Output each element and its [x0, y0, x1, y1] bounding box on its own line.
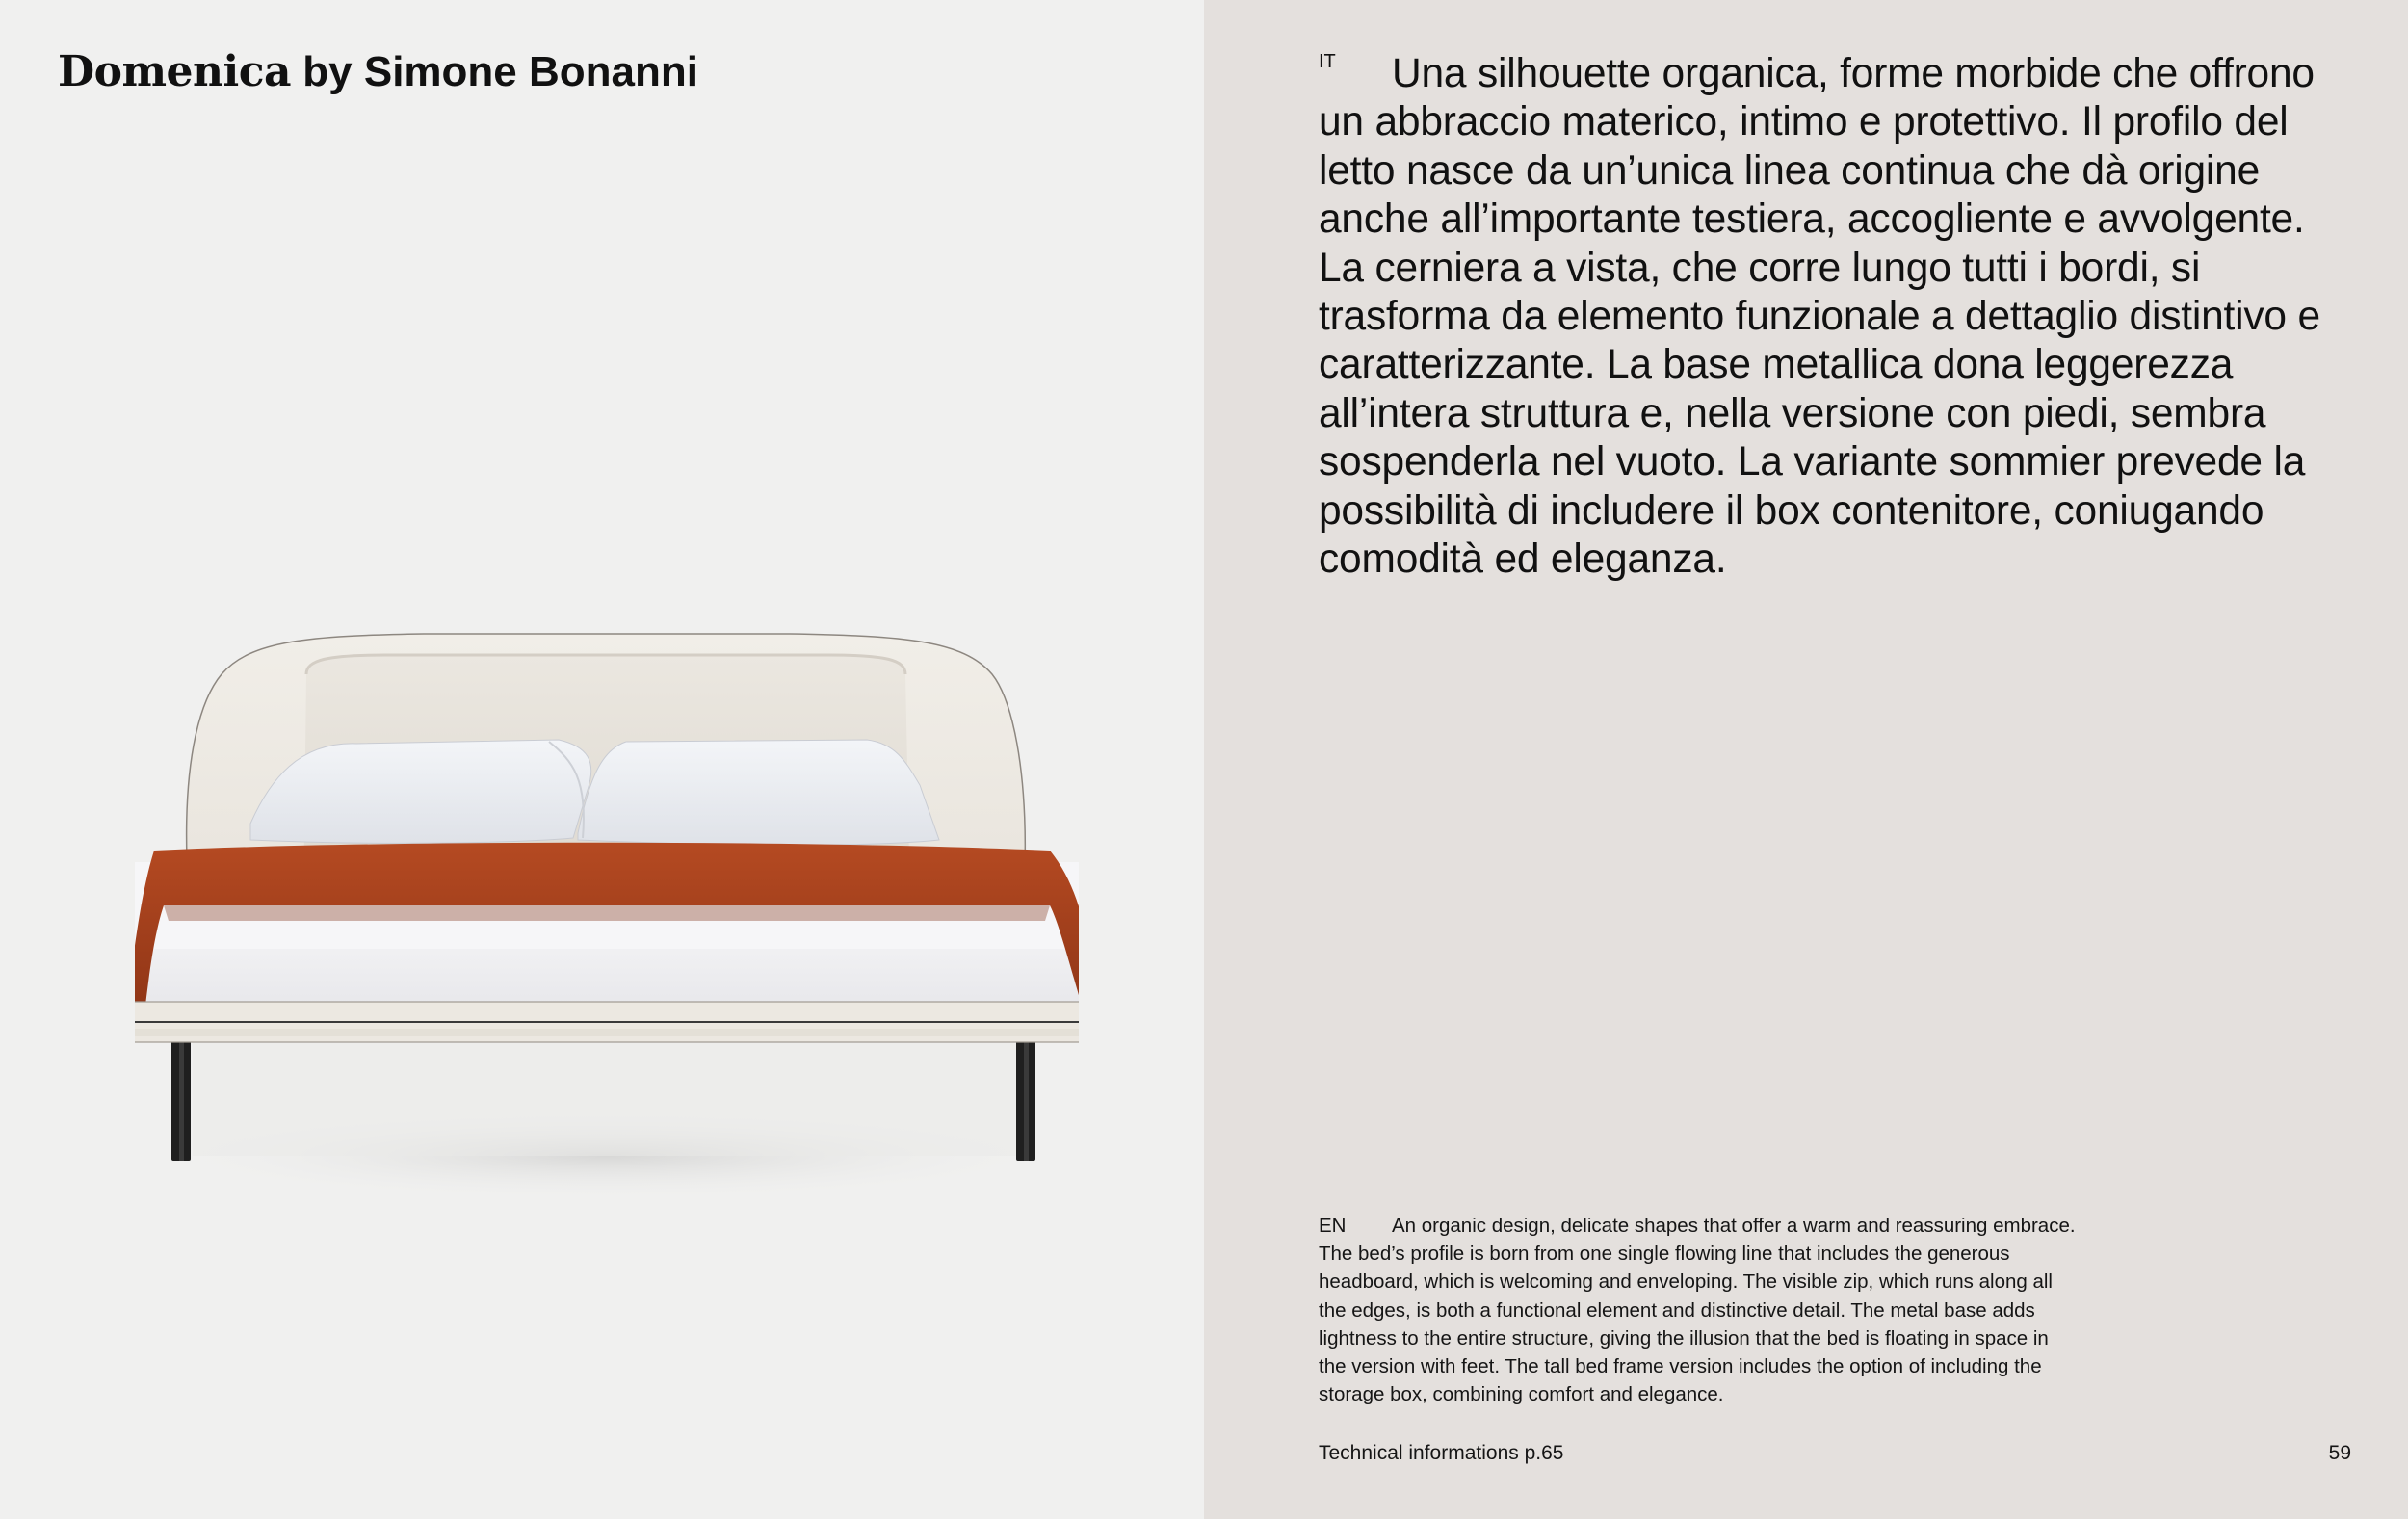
language-tag-it: IT [1319, 51, 1336, 72]
italian-description [1319, 50, 2359, 584]
technical-info-reference: Technical informations p.65 [1319, 1442, 1564, 1464]
italian-paragraph: Una silhouette organica, forme morbide che offrono un abbraccio materico, intimo e protettivo. Il profilo del letto nasce da un’unica linea continua che dà origine anche all’importante testiera, accogliente e avvolgente. La cerniera a vista, che corre lungo tutti i bordi, si trasforma da elemento funzionale a dettaglio distintivo e caratterizzante. La base metallica dona leggerezza all’intera struttura e, nella versione con piedi, sembra sospenderla nel vuoto. La variante sommier prevede la possibilità di includere il box contenitore, coniugando comodità ed eleganza. [1319, 51, 2320, 583]
english-description [1319, 1212, 2080, 1408]
product-name: Domenica [58, 47, 292, 96]
bed-photo [135, 616, 1079, 1214]
right-page [1204, 0, 2408, 1519]
designer-credit: by Simone Bonanni [291, 48, 698, 95]
product-title [58, 48, 698, 97]
english-paragraph: An organic design, delicate shapes that offer a warm and reassuring embrace. The bed’s profile is born from one single flowing line that includes the generous headboard, which is welcoming and enveloping. The visible zip, which runs along all the edges, is both a functional element and distinctive detail. The metal base adds lightness to the entire structure, giving the illusion that the bed is floating in space in the version with feet. The tall bed frame version includes the option of including the storage box, combining comfort and elegance. [1319, 1215, 2076, 1406]
page-number: 59 [2328, 1442, 2351, 1464]
language-tag-en: EN [1319, 1215, 1347, 1237]
